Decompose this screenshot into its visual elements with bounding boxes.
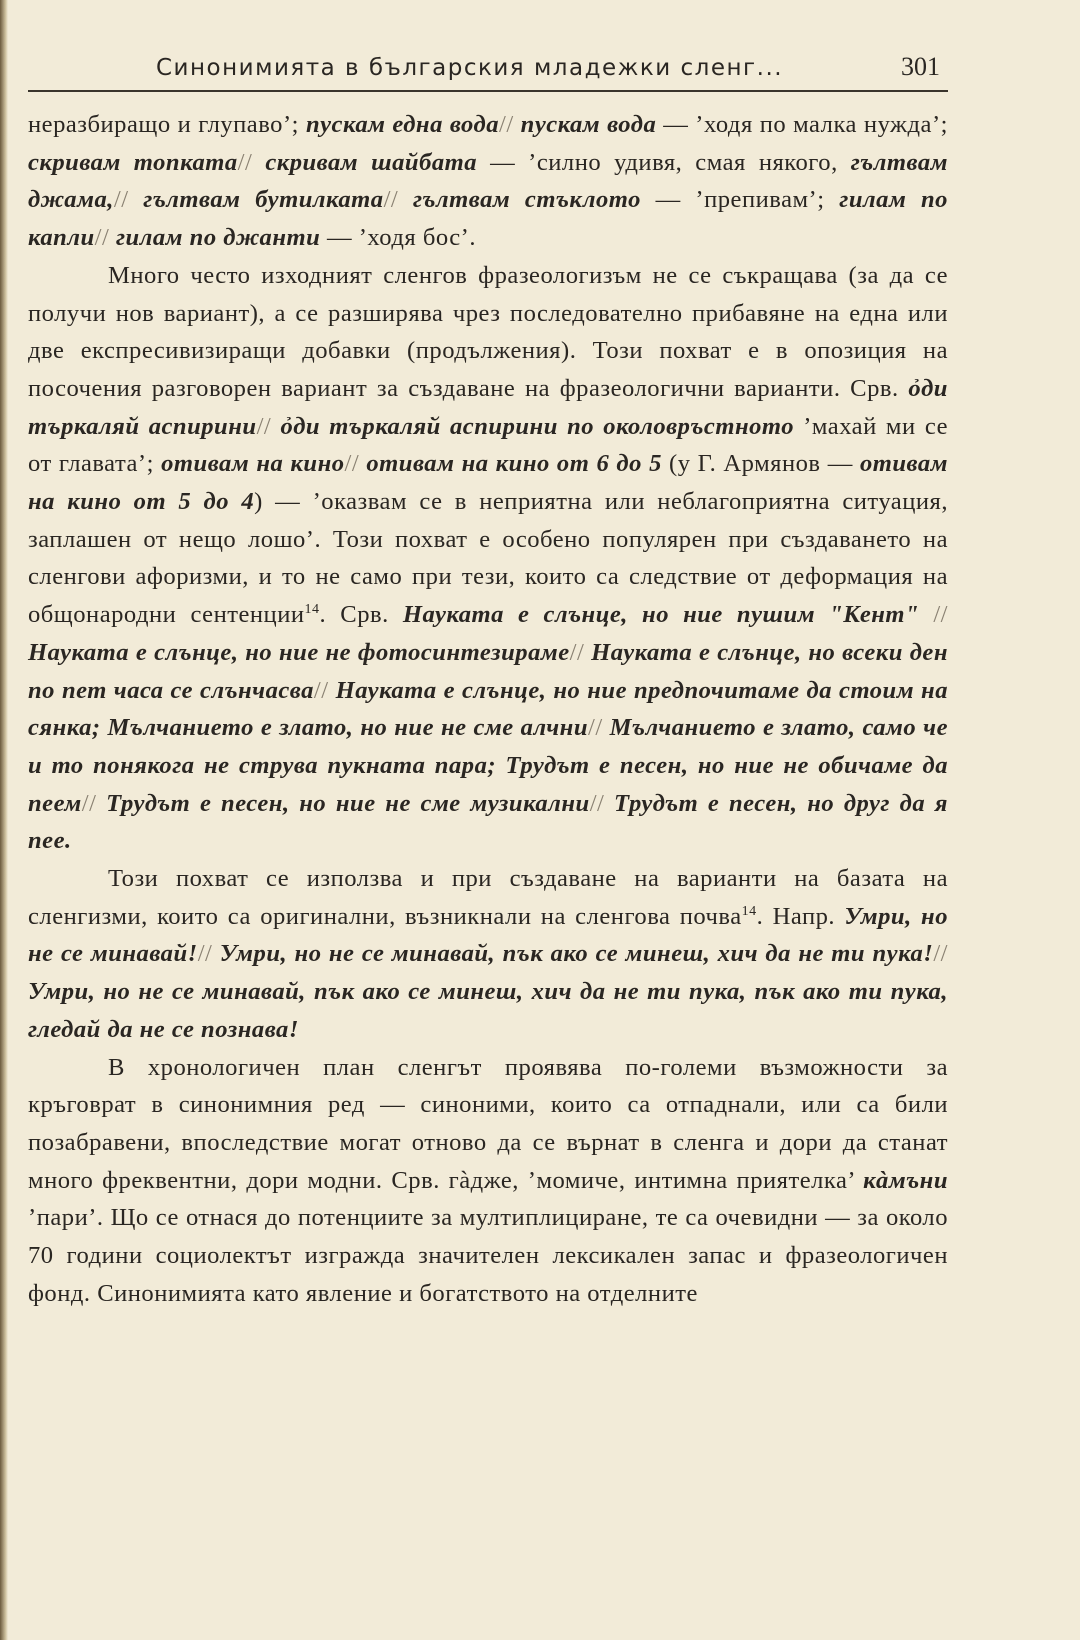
italic-example: Трудът е песен, но друг да я пее. bbox=[28, 789, 948, 855]
italic-example: кàмъни bbox=[863, 1166, 948, 1194]
italic-example: Трудът е песен, но ние не сме музикални bbox=[106, 789, 590, 817]
italic-example: пускам вода bbox=[520, 111, 657, 138]
page-number: 301 bbox=[901, 52, 940, 81]
text-run: Много често изходният сленгов фразеологизъм не се съкращава (за да се получи нов вариант), а се разширява чрез последователно прибавяне на една или две експресивизиращи добавки (продължения). Този похват е в опозиция на посочения разговорен вариант за създаване на фразеологични варианти. Срв. bbox=[28, 261, 948, 402]
italic-example: Мълчанието е злато, само че и то понякога не струва пукната пара; Трудът е песен, но ние не обичаме да пеем bbox=[28, 714, 948, 817]
text-run: — ’препивам’; bbox=[640, 186, 840, 214]
variant-separator: // bbox=[933, 940, 948, 968]
italic-example: скривам шайбата bbox=[265, 148, 478, 176]
italic-example: ỏди търкаляй аспирини по околовръстното bbox=[280, 412, 794, 440]
variant-separator: // bbox=[588, 714, 610, 742]
running-header bbox=[28, 42, 948, 92]
variant-separator: // bbox=[81, 789, 107, 817]
variant-separator: // bbox=[344, 450, 367, 478]
text-run: . Срв. bbox=[319, 601, 403, 629]
italic-example: Умри, но не се минавай! bbox=[28, 902, 948, 968]
italic-example: гълтвам бутилката bbox=[143, 186, 384, 214]
italic-example: отивам на кино от 6 до 5 bbox=[366, 450, 662, 478]
text-run: — ’ходя бос’. bbox=[320, 224, 477, 252]
italic-example: Науката е слънце, но всеки ден по пет часа се слънчасва bbox=[28, 638, 948, 704]
variant-separator: // bbox=[569, 638, 592, 666]
variant-separator: // bbox=[499, 111, 521, 138]
italic-example: гилам по джанти bbox=[115, 224, 321, 252]
book-page bbox=[28, 42, 948, 1313]
italic-example: отивам на кино от 5 до 4 bbox=[28, 450, 949, 516]
text-run: Този похват се използва и при създаване на варианти на базата на сленгизми, които са оригинални, възникнали на сленгова почва bbox=[28, 865, 948, 930]
variant-separator: // bbox=[94, 224, 116, 252]
footnote-ref: 14 bbox=[741, 903, 757, 919]
variant-separator: // bbox=[589, 789, 615, 817]
text-run: В хронологичен план сленгът проявява по-големи възможности за кръговрат в синонимния ред — синоними, които са отпаднали, или са били позабравени, впоследствие могат отново да се върнат в сленга и дори да станат много фреквентни, дори модни. Срв. гàдже, ’момиче, интимна приятелка’ bbox=[28, 1053, 948, 1194]
variant-separator: // bbox=[256, 412, 281, 440]
italic-example: Науката е слънце, но ние пушим "Кент" bbox=[402, 601, 920, 629]
italic-example: Умри, но не се минавай, пък ако се минеш, хич да не ти пука, пък ако ти пука, гледай да не се познава! bbox=[28, 978, 948, 1043]
text-run: неразбиращо и глупаво’; bbox=[28, 111, 306, 138]
footnote-ref: 14 bbox=[304, 601, 320, 617]
italic-example: гълтвам стъклото bbox=[412, 186, 641, 214]
italic-example: отивам на кино bbox=[161, 450, 345, 478]
text-run: — ’ходя по малка нужда’; bbox=[656, 111, 948, 138]
italic-example: пускам една вода bbox=[305, 111, 499, 138]
paragraph-4 bbox=[28, 1049, 948, 1313]
paragraph-2 bbox=[28, 257, 948, 860]
text-run: (у Г. Армянов — bbox=[661, 450, 860, 478]
variant-separator: // bbox=[919, 601, 948, 629]
italic-example: ỏди търкаляй аспирини bbox=[28, 374, 948, 440]
italic-example: Науката е слънце, но ние предпочитаме да стоим на сянка; Мълчанието е злато, но ние не сме алчни bbox=[28, 676, 948, 742]
text-run: . Напр. bbox=[756, 902, 845, 930]
text-run: — ’силно удивя, смая някого, bbox=[477, 148, 851, 176]
italic-example: скривам топката bbox=[28, 148, 238, 176]
text-run: ’махай ми се от главата’; bbox=[28, 412, 948, 478]
running-title: Синонимията в българския младежки сленг... bbox=[156, 55, 784, 81]
text-run: ’пари’. Що се отнася до потенциите за мултиплициране, те са очевидни — за около 70 години социолектът изгражда значителен лексикален запас и фразеологичен фонд. Синонимията като явление и богатството на отделните bbox=[28, 1204, 948, 1307]
variant-separator: // bbox=[313, 676, 336, 704]
paragraph-3 bbox=[28, 860, 948, 1049]
book-spine-shadow bbox=[0, 0, 8, 1640]
paragraph-1 bbox=[28, 106, 948, 257]
italic-example: гилам по капли bbox=[28, 186, 948, 252]
variant-separator: // bbox=[383, 186, 413, 214]
variant-separator: // bbox=[197, 940, 220, 968]
italic-example: Науката е слънце, но ние не фотосинтезираме bbox=[28, 638, 570, 666]
body-text bbox=[28, 106, 948, 1313]
variant-separator: // bbox=[113, 186, 144, 214]
text-run: ) — ’оказвам се в неприятна или неблагоприятна ситуация, заплашен от нещо лошо’. Този похват е особено популярен при създаването на сленгови афоризми, и то не само при тези, които са следствие от деформация на общонародни сентенции bbox=[28, 488, 948, 629]
variant-separator: // bbox=[237, 148, 266, 176]
italic-example: Умри, но не се минавай, пък ако се минеш, хич да не ти пука! bbox=[219, 940, 934, 968]
italic-example: гълтвам джама, bbox=[28, 148, 948, 214]
